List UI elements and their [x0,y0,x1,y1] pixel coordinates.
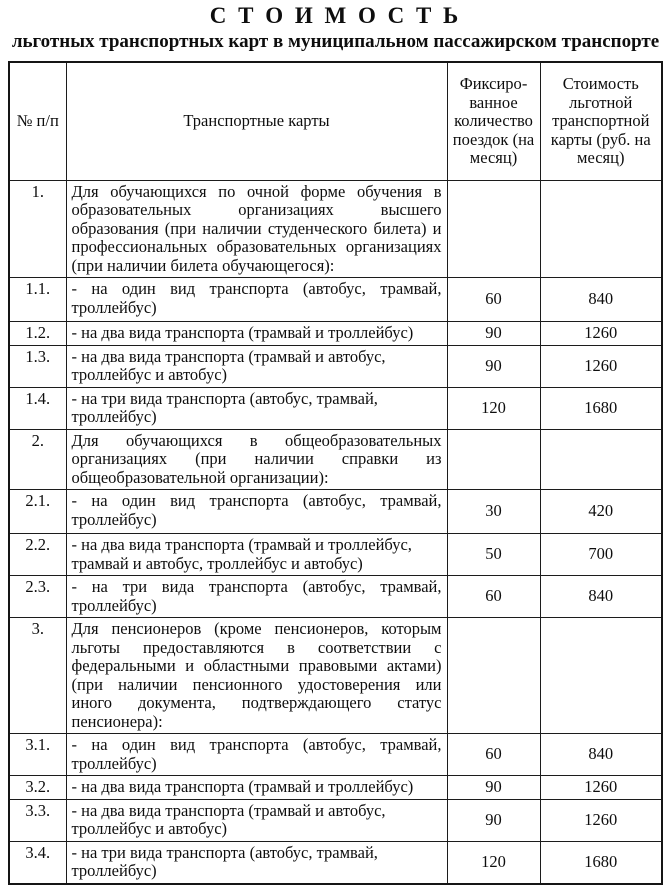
row-description: - на два вида транспорта (трамвай и автобус, троллейбус и автобус) [66,799,447,841]
row-number: 2.2. [9,534,66,576]
row-cost: 1260 [540,799,662,841]
row-trips: 90 [447,776,540,800]
row-trips: 120 [447,841,540,884]
row-trips [447,429,540,490]
row-cost: 1680 [540,841,662,884]
table-header-row [9,62,662,180]
row-number: 2. [9,429,66,490]
table-row-1-2 [9,322,662,346]
row-trips: 120 [447,387,540,429]
row-cost: 420 [540,490,662,534]
row-trips: 90 [447,322,540,346]
table-row-section-2 [9,429,662,490]
row-description: - на один вид транспорта (автобус, трамвай, троллейбус) [66,734,447,776]
col-header-cost: Стоимость льготной транспортной карты (руб. на месяц) [540,62,662,180]
table-row-2-1 [9,490,662,534]
row-number: 1.4. [9,387,66,429]
row-description: - на три вида транспорта (автобус, трамвай, троллейбус) [66,841,447,884]
table-row-1-1 [9,278,662,322]
col-header-cards: Транспортные карты [66,62,447,180]
table-row-1-4 [9,387,662,429]
row-number: 3. [9,618,66,734]
table-row-3-1 [9,734,662,776]
row-cost: 840 [540,734,662,776]
row-description: - на один вид транспорта (автобус, трамвай, троллейбус) [66,278,447,322]
row-number: 3.2. [9,776,66,800]
row-cost [540,618,662,734]
row-cost: 700 [540,534,662,576]
cost-table [8,61,663,885]
row-trips: 90 [447,345,540,387]
row-number: 1.2. [9,322,66,346]
table-row-section-1 [9,180,662,278]
row-cost [540,180,662,278]
row-description: - на два вида транспорта (трамвай и троллейбус, трамвай и автобус, троллейбус и автобус) [66,534,447,576]
row-description: - на два вида транспорта (трамвай и автобус, троллейбус и автобус) [66,345,447,387]
table-row-2-2 [9,534,662,576]
row-description: - на два вида транспорта (трамвай и троллейбус) [66,776,447,800]
row-number: 2.1. [9,490,66,534]
row-trips: 30 [447,490,540,534]
row-description: - на два вида транспорта (трамвай и троллейбус) [66,322,447,346]
table-row-section-3 [9,618,662,734]
row-description: - на три вида транспорта (автобус, трамвай, троллейбус) [66,387,447,429]
row-trips: 50 [447,534,540,576]
page-subtitle: льготных транспортных карт в муниципальном пассажирском транспорте [11,31,660,52]
row-cost: 1260 [540,345,662,387]
row-trips [447,618,540,734]
table-row-2-3 [9,576,662,618]
row-description: - на три вида транспорта (автобус, трамвай, троллейбус) [66,576,447,618]
row-number: 3.1. [9,734,66,776]
row-trips: 60 [447,576,540,618]
row-number: 1. [9,180,66,278]
row-trips: 60 [447,734,540,776]
row-cost: 840 [540,576,662,618]
row-trips [447,180,540,278]
row-number: 1.3. [9,345,66,387]
col-header-num: № п/п [9,62,66,180]
row-number: 1.1. [9,278,66,322]
row-description: - на один вид транспорта (автобус, трамвай, троллейбус) [66,490,447,534]
row-description: Для пенсионеров (кроме пенсионеров, которым льготы предоставляются в соответствии с федеральными и областными правовыми актами) (при наличии пенсионного удостоверения или иного документа, подтверждающего статус пенсионера): [66,618,447,734]
row-description: Для обучающихся в общеобразовательных организациях (при наличии справки из общеобразовательной организации): [66,429,447,490]
row-cost: 1260 [540,776,662,800]
table-row-3-4 [9,841,662,884]
row-number: 3.4. [9,841,66,884]
row-cost: 1680 [540,387,662,429]
row-cost: 840 [540,278,662,322]
row-cost: 1260 [540,322,662,346]
row-number: 3.3. [9,799,66,841]
row-number: 2.3. [9,576,66,618]
col-header-trips: Фиксированное количество поездок (на месяц) [447,62,540,180]
table-row-3-3 [9,799,662,841]
row-trips: 90 [447,799,540,841]
row-description: Для обучающихся по очной форме обучения в образовательных организациях высшего образования (при наличии студенческого билета) и профессиональных образовательных организациях (при наличии билета обучающегося): [66,180,447,278]
table-row-3-2 [9,776,662,800]
page-title: С Т О И М О С Т Ь [209,3,462,28]
row-trips: 60 [447,278,540,322]
row-cost [540,429,662,490]
table-row-1-3 [9,345,662,387]
